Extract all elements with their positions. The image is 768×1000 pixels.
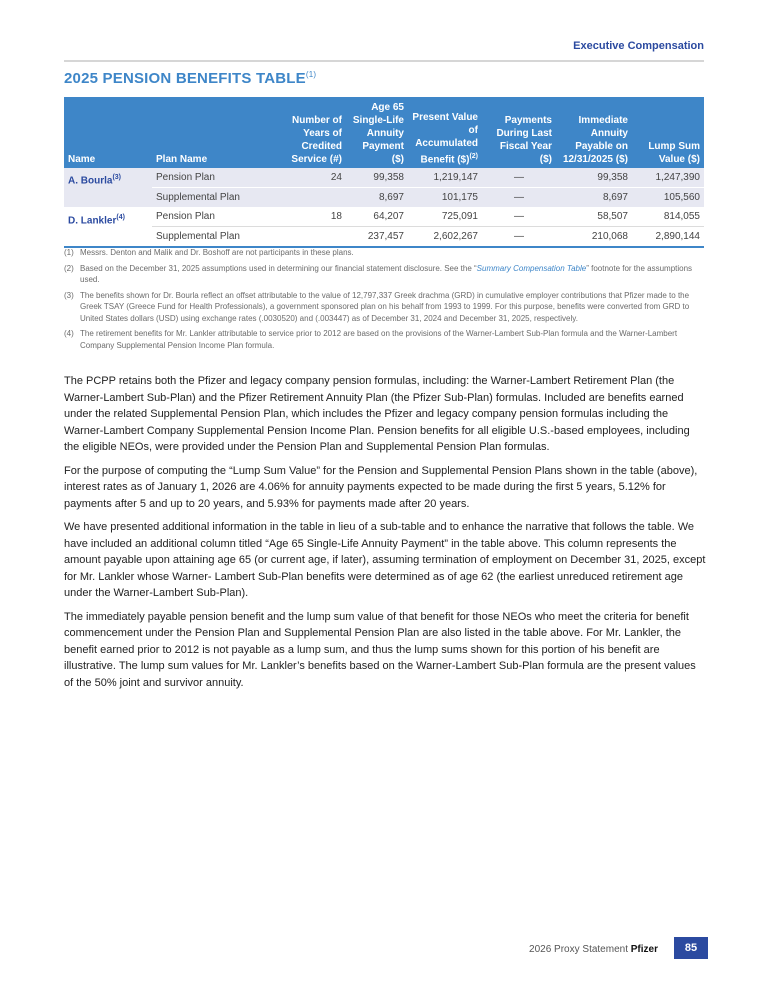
col-header-present-value-label: Present Value of Accumulated Benefit ($) <box>412 111 478 165</box>
present-value-cell: 725,091 <box>408 207 482 227</box>
age65-cell: 8,697 <box>346 188 408 208</box>
age65-cell: 237,457 <box>346 227 408 248</box>
payments-cell: — <box>482 227 556 248</box>
col-header-present-value <box>408 97 482 168</box>
years-cell <box>284 227 346 248</box>
footnote-1 <box>64 247 704 259</box>
table-row <box>64 188 704 208</box>
pension-benefits-table <box>64 97 704 248</box>
footnote-text-post: ” footnote for the assumptions used. <box>80 263 693 284</box>
immediate-annuity-cell: 99,358 <box>556 168 632 188</box>
title-text: 2025 PENSION BENEFITS TABLE <box>64 70 306 87</box>
footnote-2 <box>64 263 704 286</box>
years-cell: 24 <box>284 168 346 188</box>
plan-name-cell: Supplemental Plan <box>152 188 284 208</box>
title-footnote-ref: (1) <box>305 70 317 79</box>
payments-cell: — <box>482 168 556 188</box>
footnote-text-pre: Based on the December 31, 2025 assumptions used in determining our financial statement disclosure. See the “ <box>80 263 477 273</box>
col-header-lump-sum: Lump Sum Value ($) <box>632 97 704 168</box>
paragraph: The immediately payable pension benefit and the lump sum value of that benefit for those NEOs who meet the criteria for benefit commencement under the Pension Plan and Supplemental Pension Plan are also listed in the table above. For Mr. Lankler, the benefit earned prior to 2012 is not payable as a lump sum, and thus the lump sums shown for this portion of his benefit are illustrative. The lump sum values for Mr. Lankler’s benefits based on the Warner-Lambert Sub-Plan formula are the present values of the 50% joint and survivor annuity. <box>64 610 696 689</box>
col-header-immediate-annuity: Immediate Annuity Payable on 12/31/2025 ($) <box>556 97 632 168</box>
plan-name-cell: Supplemental Plan <box>152 227 284 248</box>
age65-cell: 99,358 <box>346 168 408 188</box>
years-cell <box>284 188 346 208</box>
body-text <box>64 373 706 698</box>
executive-footnote-ref: (4) <box>116 213 125 221</box>
age65-cell: 64,207 <box>346 207 408 227</box>
footnotes <box>64 247 704 355</box>
immediate-annuity-cell: 58,507 <box>556 207 632 227</box>
immediate-annuity-cell: 210,068 <box>556 227 632 248</box>
table-header-row <box>64 97 704 168</box>
col-header-payments: Payments During Last Fiscal Year ($) <box>482 97 556 168</box>
plan-name-cell: Pension Plan <box>152 207 284 227</box>
lump-sum-cell: 1,247,390 <box>632 168 704 188</box>
plan-name-cell: Pension Plan <box>152 168 284 188</box>
footer-brand: Pfizer <box>630 944 658 955</box>
executive-footnote-ref: (3) <box>112 174 122 181</box>
present-value-cell: 2,602,267 <box>408 227 482 248</box>
lump-sum-cell: 2,890,144 <box>632 227 704 248</box>
payments-cell: — <box>482 207 556 227</box>
paragraph: We have presented additional information in the table in lieu of a sub-table and to enhance the narrative that follows the table. We have included an additional column titled “Age 65 Single-Life Annuity Payment” in the table above. This column represents the amount payable upon attaining age 65 (or current age, if later), assuming termination of employment on December 31, 2025, except for Mr. Lankler whose Warner- Lambert Sub-Plan benefits were determined as of age 62 (the earliest unreduced retirement age under the Warner-Lambert Sub-Plan). <box>64 521 706 599</box>
footnote-3 <box>64 290 704 325</box>
footnote-number: (1) <box>64 248 74 257</box>
footer-publication <box>529 944 658 955</box>
header-divider <box>64 60 704 62</box>
footnote-text: Messrs. Denton and Malik and Dr. Boshoff are not participants in these plans. <box>80 248 354 257</box>
paragraph: For the purpose of computing the “Lump Sum Value” for the Pension and Supplemental Pension Plans shown in the table (above), interest rates as of January 1, 2026 are 4.06% for annuity payments expected to be made during the first 5 years, 5.12% for payments after 5 and up to 20 years, and 5.93% for payments made after 20 years. <box>64 464 698 510</box>
table-row <box>64 207 704 227</box>
immediate-annuity-cell: 8,697 <box>556 188 632 208</box>
col-header-present-value-ref: (2) <box>469 152 478 160</box>
present-value-cell: 1,219,147 <box>408 168 482 188</box>
payments-cell: — <box>482 188 556 208</box>
footnote-4 <box>64 328 704 351</box>
executive-name-text: D. Lankler <box>68 214 117 226</box>
executive-name <box>64 168 152 207</box>
footer-title: 2026 Proxy Statement <box>529 944 628 955</box>
footnote-text: The retirement benefits for Mr. Lankler attributable to service prior to 2012 are based on the provisions of the Warner-Lambert Sub-Plan formula and the Warner-Lambert Company Supplemental Pension Income Plan formula. <box>80 329 678 350</box>
page-title <box>64 70 316 87</box>
col-header-age65-annuity: Age 65 Single-Life Annuity Payment ($) <box>346 97 408 168</box>
lump-sum-cell: 814,055 <box>632 207 704 227</box>
table-row <box>64 227 704 248</box>
footnote-text <box>80 263 704 286</box>
col-header-years-service: Number of Years of Credited Service (#) <box>284 97 346 168</box>
years-cell: 18 <box>284 207 346 227</box>
executive-name <box>64 207 152 247</box>
present-value-cell: 101,175 <box>408 188 482 208</box>
footnote-text: The benefits shown for Dr. Bourla reflect an offset attributable to the value of 12,797,337 Greek drachma (GRD) in cumulative employer contributions that Pfizer made to the Greek TSAY (Greece Fund for Health Professionals), a government sponsored plan on his behalf from 1993 to 1999. For this purpose, benefits were converted from GRD to United States dollars (USD) using exchange rates (.0030520) and (.003447) as of December 31, 2024 and December 31, 2025, respectively. <box>80 290 690 323</box>
paragraph: The PCPP retains both the Pfizer and legacy company pension formulas, including: the Warner-Lambert Retirement Plan (the Warner-Lambert Sub-Plan) and the Pfizer Retirement Annuity Plan (the Pfizer Sub-Plan) formulas. Included are benefits earned under the related Supplemental Pension Plan, which includes the Pfizer and legacy company pension formulas including the Warner-Lambert Company Supplemental Pension Income Plan. Pension benefits for all eligible U.S.-based employees, including the eligible NEOs, were provided under the Pension Plan and Supplemental Pension Plan formulas. <box>64 375 690 453</box>
lump-sum-cell: 105,560 <box>632 188 704 208</box>
page-number: 85 <box>674 937 708 959</box>
col-header-plan-name: Plan Name <box>152 97 284 168</box>
footnote-number: (3) <box>64 290 74 300</box>
table-row <box>64 168 704 188</box>
executive-name-text: A. Bourla <box>68 175 113 187</box>
footnote-number: (2) <box>64 263 74 273</box>
footnote-number: (4) <box>64 329 74 338</box>
col-header-name: Name <box>64 97 152 168</box>
section-header: Executive Compensation <box>573 40 704 52</box>
summary-compensation-table-link[interactable]: Summary Compensation Table <box>476 263 587 273</box>
